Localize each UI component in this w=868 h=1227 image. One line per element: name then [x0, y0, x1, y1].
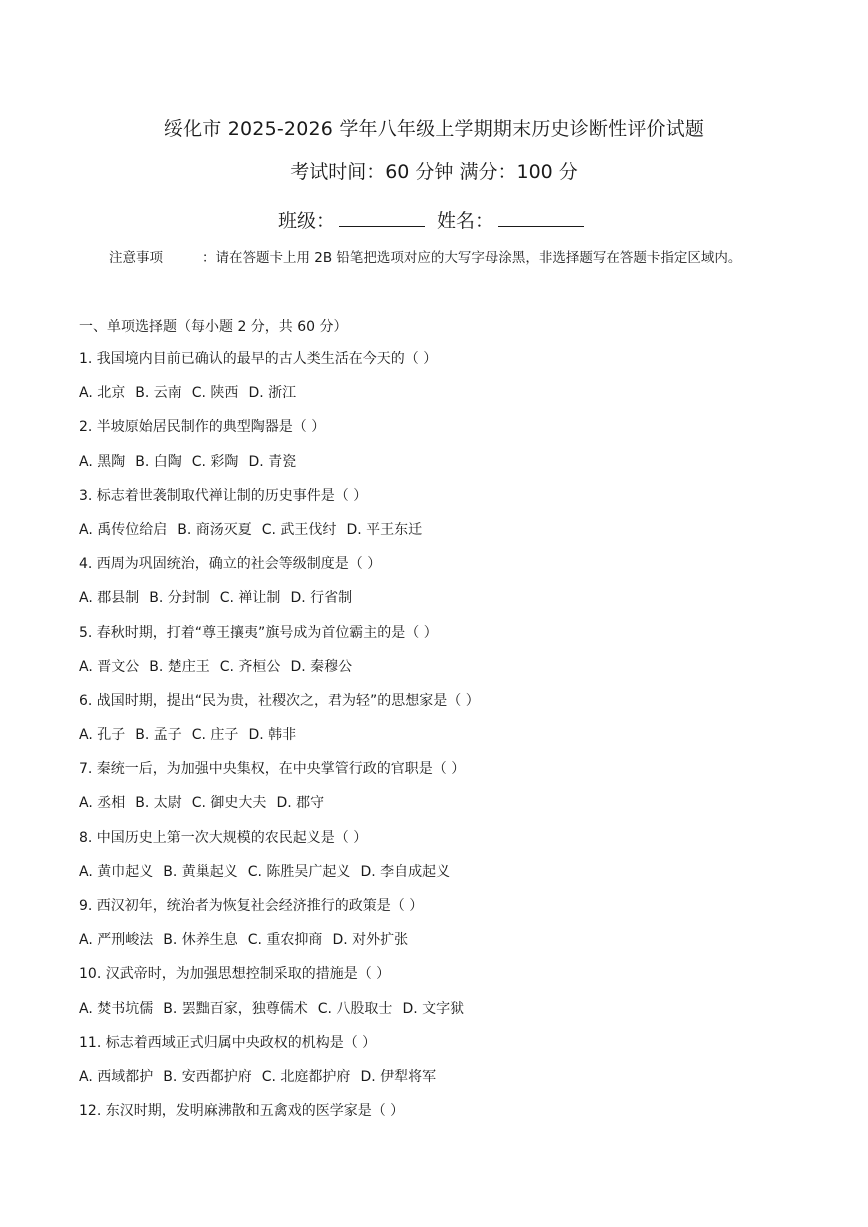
- option: A. 焚书坑儒: [79, 1000, 154, 1017]
- option: A. 郡县制: [79, 590, 140, 607]
- question-options: [79, 520, 839, 554]
- question-options: [79, 657, 839, 691]
- option: A. 西域都护: [79, 1068, 154, 1085]
- option: C. 北庭都护府: [261, 1068, 351, 1085]
- question-stem: 6. 战国时期，提出“民为贵，社稷次之，君为轻”的思想家是（ ）: [79, 692, 480, 709]
- option: B. 罢黜百家，独尊儒术: [163, 1000, 308, 1017]
- option: B. 安西都护府: [163, 1068, 252, 1085]
- option: B. 商汤灭夏: [177, 521, 252, 538]
- option: C. 禅让制: [219, 590, 281, 607]
- option: A. 晋文公: [79, 658, 140, 675]
- option: B. 太尉: [135, 795, 182, 812]
- option: C. 八股取士: [317, 1000, 393, 1017]
- student-info-line: [0, 204, 868, 235]
- option: D. 秦穆公: [290, 658, 353, 675]
- option: D. 伊犁将军: [360, 1068, 437, 1085]
- option: D. 浙江: [248, 385, 297, 402]
- option: D. 郡守: [276, 795, 325, 812]
- option: C. 陕西: [191, 385, 239, 402]
- option: C. 御史大夫: [191, 795, 267, 812]
- question-options: [79, 862, 839, 896]
- option: B. 白陶: [135, 453, 182, 470]
- question-stem: 10. 汉武帝时，为加强思想控制采取的措施是（ ）: [79, 966, 391, 983]
- option: D. 行省制: [290, 590, 353, 607]
- option: A. 禹传位给启: [79, 521, 168, 538]
- notice-label: 注意事项: [109, 250, 163, 266]
- option: A. 北京: [79, 385, 126, 402]
- name-blank: [498, 204, 584, 227]
- option: A. 严刑峻法: [79, 932, 154, 949]
- name-label: 姓名：: [437, 210, 495, 232]
- question-options: [79, 793, 839, 827]
- option: A. 孔子: [79, 727, 126, 744]
- question-options: [79, 725, 839, 759]
- question-stem: 1. 我国境内目前已确认的最早的古人类生活在今天的（ ）: [79, 351, 438, 367]
- option: C. 齐桓公: [219, 658, 281, 675]
- option: B. 楚庄王: [149, 658, 210, 675]
- section-title: 一、单项选择题（每小题 2 分，共 60 分）: [79, 319, 348, 335]
- option: A. 黑陶: [79, 453, 126, 470]
- option: B. 云南: [135, 385, 182, 402]
- option: D. 韩非: [248, 727, 297, 744]
- option: B. 分封制: [149, 590, 210, 607]
- question-stem: 4. 西周为巩固统治，确立的社会等级制度是（ ）: [79, 556, 382, 573]
- class-label: 班级：: [277, 210, 335, 232]
- option: C. 彩陶: [191, 453, 239, 470]
- question-options: [79, 383, 839, 417]
- question-stem: 5. 春秋时期，打着“尊王攘夷”旗号成为首位霸主的是（ ）: [79, 624, 438, 641]
- question-stem: 8. 中国历史上第一次大规模的农民起义是（ ）: [79, 829, 368, 846]
- option: D. 对外扩张: [332, 932, 409, 949]
- question-options: [79, 452, 839, 486]
- option: B. 黄巢起义: [163, 863, 238, 880]
- exam-title: 绥化市 2025-2026 学年八年级上学期期末历史诊断性评价试题: [163, 118, 705, 140]
- question-stem: 11. 标志着西域正式归属中央政权的机构是（ ）: [79, 1034, 377, 1051]
- notice: [109, 248, 741, 268]
- question-options: [79, 1067, 839, 1101]
- option: C. 武王伐纣: [261, 521, 337, 538]
- class-blank: [339, 204, 425, 227]
- question-options: [79, 588, 839, 622]
- option: D. 青瓷: [248, 453, 297, 470]
- option: C. 重农抑商: [247, 932, 323, 949]
- option: C. 陈胜吴广起义: [247, 863, 351, 880]
- exam-subtitle: 考试时间：60 分钟 满分：100 分: [290, 161, 578, 183]
- notice-text: ：请在答题卡上用 2B 铅笔把选项对应的大写字母涂黑，非选择题写在答题卡指定区域内。: [202, 250, 742, 266]
- question-stem: 7. 秦统一后，为加强中央集权，在中央掌管行政的官职是（ ）: [79, 761, 466, 778]
- option: A. 丞相: [79, 795, 126, 812]
- option: D. 平王东迁: [346, 521, 423, 538]
- question-stem: 12. 东汉时期，发明麻沸散和五禽戏的医学家是（ ）: [79, 1103, 405, 1120]
- option: B. 孟子: [135, 727, 182, 744]
- option: B. 休养生息: [163, 932, 238, 949]
- question-stem: 2. 半坡原始居民制作的典型陶器是（ ）: [79, 419, 326, 436]
- option: C. 庄子: [191, 727, 239, 744]
- option: A. 黄巾起义: [79, 863, 154, 880]
- option: D. 文字狱: [402, 1000, 465, 1017]
- question-stem: 3. 标志着世袭制取代禅让制的历史事件是（ ）: [79, 487, 368, 504]
- question-stem: 9. 西汉初年，统治者为恢复社会经济推行的政策是（ ）: [79, 898, 424, 914]
- question-list: [79, 349, 839, 1135]
- option: D. 李自成起义: [360, 863, 451, 880]
- question-options: [79, 930, 839, 964]
- question-options: [79, 999, 839, 1033]
